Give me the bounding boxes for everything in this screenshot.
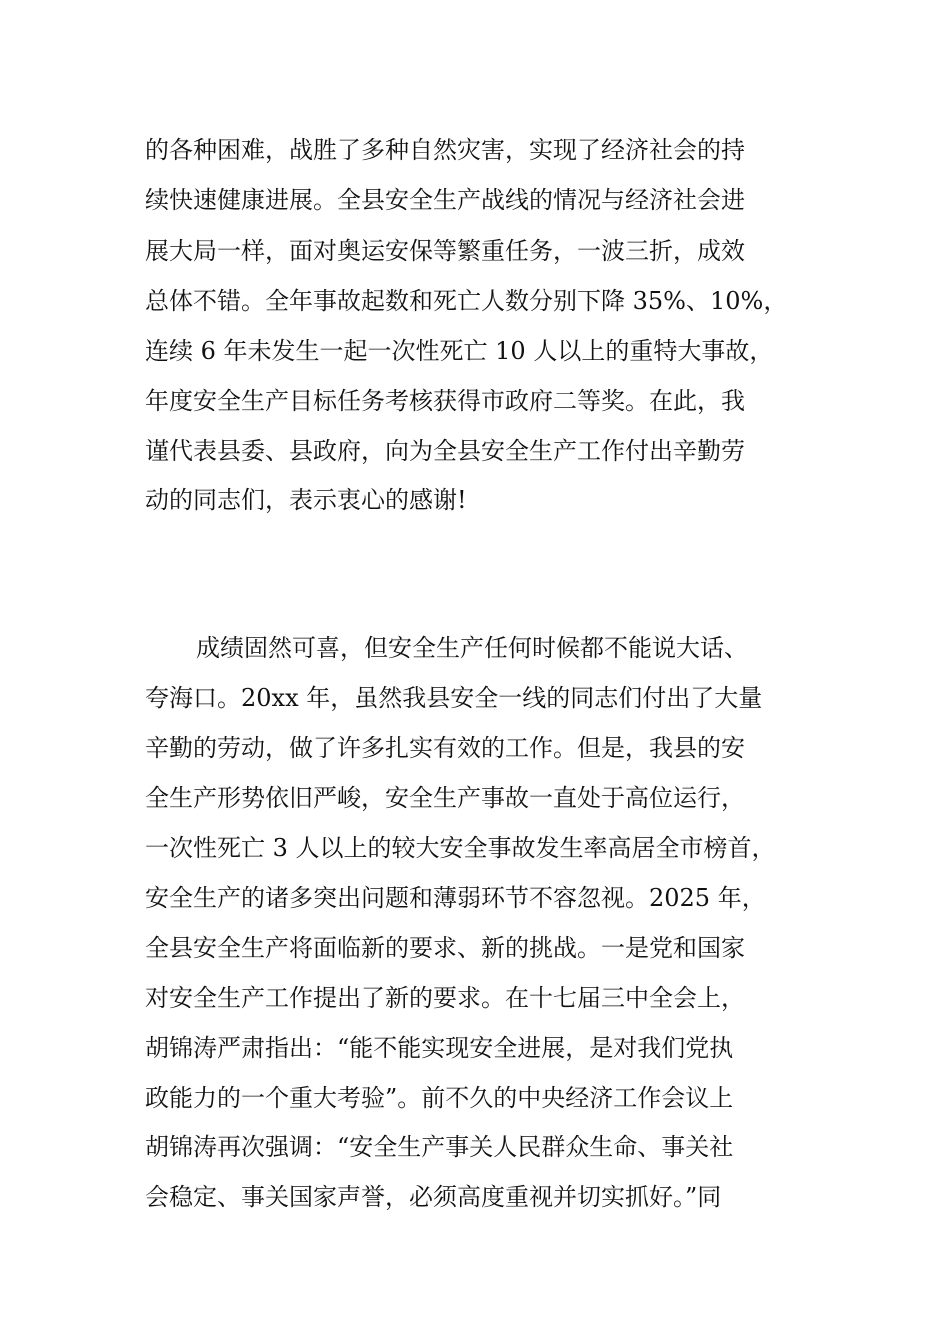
paragraph-2-line-3: 辛勤的劳动，做了许多扎实有效的工作。但是，我县的安 (145, 734, 745, 762)
paragraph-2-line-5: 一次性死亡 3 人以上的较大安全事故发生率高居全市榜首， (145, 834, 776, 862)
paragraph-2-line-11: 胡锦涛再次强调：“安全生产事关人民群众生命、事关社 (145, 1133, 734, 1161)
paragraph-1-line-2: 续快速健康进展。全县安全生产战线的情况与经济社会进 (145, 186, 745, 214)
paragraph-2-line-10: 政能力的一个重大考验”。前不久的中央经济工作会议上 (145, 1084, 734, 1112)
paragraph-2-line-1: 成绩固然可喜，但安全生产任何时候都不能说大话、 (196, 634, 748, 662)
paragraph-2-line-4: 全生产形势依旧严峻，安全生产事故一直处于高位运行， (145, 784, 745, 812)
paragraph-1-line-5: 连续 6 年未发生一起一次性死亡 10 人以上的重特大事故， (145, 337, 774, 365)
paragraph-1-line-3: 展大局一样，面对奥运安保等繁重任务，一波三折，成效 (145, 237, 745, 265)
paragraph-1-line-6: 年度安全生产目标任务考核获得市政府二等奖。在此，我 (145, 387, 745, 415)
paragraph-1-line-4: 总体不错。全年事故起数和死亡人数分别下降 35%、10%， (145, 287, 788, 315)
paragraph-2-line-2: 夸海口。20xx 年，虽然我县安全一线的同志们付出了大量 (145, 684, 763, 712)
paragraph-1-line-1: 的各种困难，战胜了多种自然灾害，实现了经济社会的持 (145, 136, 745, 164)
paragraph-2-line-6: 安全生产的诸多突出问题和薄弱环节不容忽视。2025 年， (145, 884, 766, 912)
paragraph-1-line-8: 动的同志们，表示衷心的感谢! (145, 486, 467, 514)
paragraph-2-line-9: 胡锦涛严肃指出：“能不能实现安全进展，是对我们党执 (145, 1034, 734, 1062)
paragraph-2-line-12: 会稳定、事关国家声誉，必须高度重视并切实抓好。”同 (145, 1183, 722, 1211)
paragraph-1-line-7: 谨代表县委、县政府，向为全县安全生产工作付出辛勤劳 (145, 437, 745, 465)
paragraph-2-line-8: 对安全生产工作提出了新的要求。在十七届三中全会上， (145, 984, 745, 1012)
paragraph-2-line-7: 全县安全生产将面临新的要求、新的挑战。一是党和国家 (145, 934, 745, 962)
